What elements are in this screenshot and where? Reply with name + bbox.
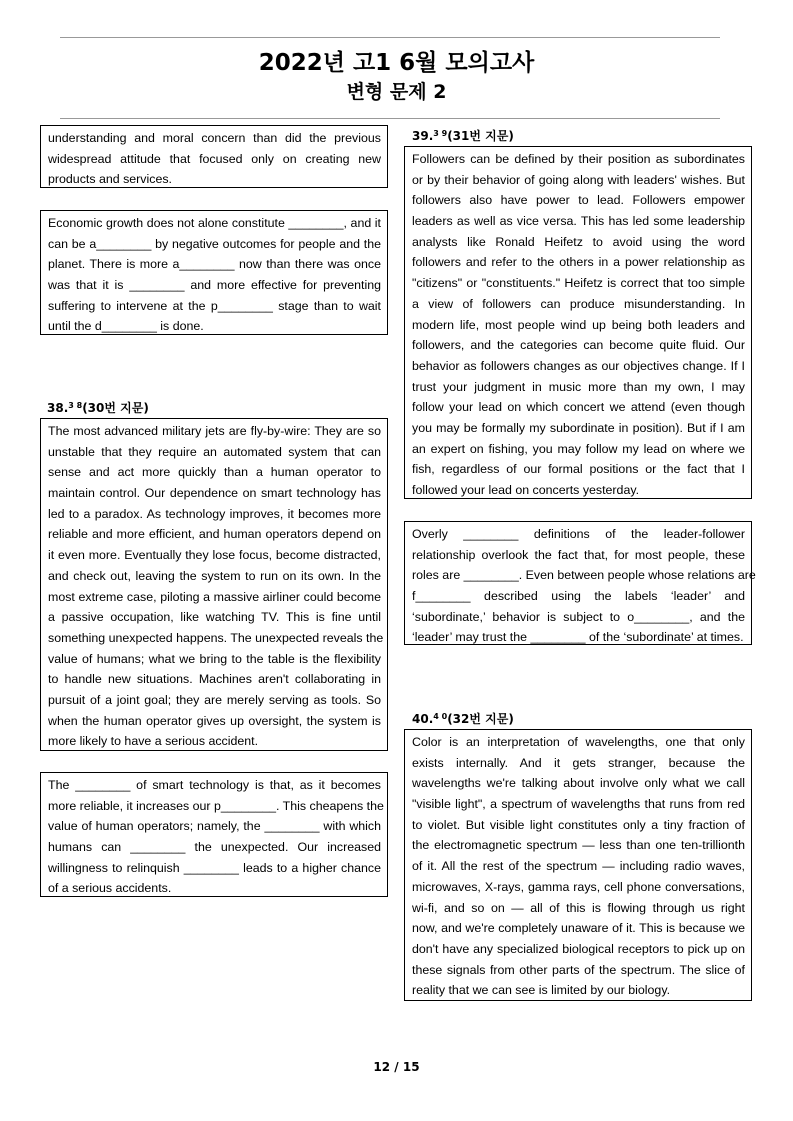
text-line: don't have any specialized biological receptors to pick up on: [412, 941, 745, 956]
text-line: wavelengths we're talking about involve only what we call: [412, 776, 745, 791]
text-line: value of human operators; namely, the ________ with which: [48, 819, 381, 834]
text-line: maintain control. Our dependence on smart technology has: [48, 486, 381, 501]
text-line: something unexpected happens. The unexpected reveals the: [48, 630, 384, 645]
text-line: f________ described using the labels ‘leader’ and: [412, 589, 745, 604]
text-line: trust your judgment in music more than my own, I may: [412, 379, 745, 394]
question-heading-38: [47, 399, 149, 416]
text-line: "visible light", a spectrum of wavelengths that runs from red: [412, 797, 745, 812]
text-line: follow your lead on which concert we attend (even though: [412, 400, 745, 415]
text-line: exists internally. And it gets stranger, because the: [412, 755, 745, 770]
text-line: sense and act more quickly than a human operator to: [48, 465, 381, 480]
text-line: to handle new situations. Machines aren't collaborating in: [48, 672, 381, 687]
text-line: planet. There is more a________ now than there was once: [48, 257, 381, 272]
text-line: to violet. But visible light constitutes only a tiny fraction of: [412, 817, 745, 832]
text-line: Followers can be defined by their position as subordinates: [412, 152, 745, 166]
text-line: pursuit of a joint goal; they are merely serving as tools. So: [48, 692, 381, 707]
text-line: relationship overlook the fact that, for most people, these: [412, 547, 745, 562]
text-line: behavior as followers changes as our objectives change. If I: [412, 358, 745, 373]
text-line: of it. All the rest of the spectrum — including radio waves,: [412, 859, 745, 874]
text-line: reality that we can see is limited by our biology.: [412, 983, 671, 998]
text-line: these signals from other parts of the spectrum. The slice of: [412, 962, 745, 977]
text-line: "citizens" or "constituents." Heifetz is correct that too simple: [412, 276, 745, 291]
summary-box: [40, 772, 388, 897]
text-line: was that it is ________ and more effective for preventing: [48, 278, 381, 293]
text-line: wi-fi, and so on — all of this is flowing through us right: [412, 900, 745, 915]
text-line: and check out, leaving the system to run on its own. In the: [48, 568, 381, 583]
text-line: followed your lead on concerts yesterday.: [412, 483, 640, 497]
question-sup: 3 8: [68, 401, 83, 410]
question-sup: 3 9: [433, 129, 448, 138]
text-line: understanding and moral concern than did the previous: [48, 131, 381, 145]
summary-box: [404, 521, 756, 645]
header-rule: [60, 118, 720, 119]
text-line: can be a________ by negative outcomes for people and the: [48, 236, 381, 251]
text-line: ‘subordinate,’ behavior is subject to o________, and the: [412, 609, 745, 624]
page-title: 2022년 고1 6월 모의고사: [258, 50, 535, 76]
passage-box: [404, 729, 752, 1001]
text-line: you may be formally my subordinate in position). But if I am: [412, 420, 745, 435]
text-line: fish, regardless of our formal positions or the fact that I: [412, 462, 745, 477]
passage-box: [40, 418, 388, 751]
question-heading-39: [412, 127, 514, 144]
question-number: 40.: [412, 712, 434, 726]
text-line: when the human operator gives up oversight, the system is: [48, 713, 381, 728]
summary-box: [40, 210, 388, 335]
text-line: products and services.: [48, 172, 172, 187]
question-ref: (31번 지문): [447, 129, 514, 143]
passage-box: [40, 125, 388, 188]
text-line: led to a paradox. As technology improves, it becomes more: [48, 506, 381, 521]
text-line: analysts like Ronald Heifetz to avoid using the word: [412, 234, 745, 249]
text-line: a view of followers can produce misunderstanding. In: [412, 296, 745, 311]
passage-box: [404, 146, 752, 499]
text-line: suffering to intervene at the p________ stage than to wait: [48, 298, 381, 313]
text-line: until the d________ is done.: [48, 319, 204, 334]
question-heading-40: [412, 710, 514, 727]
text-line: now, and we're completely unaware of it. This is because we: [412, 921, 745, 936]
text-line: reliable and more efficient, and human operators depend on: [48, 527, 381, 542]
question-ref: (32번 지문): [447, 712, 514, 726]
text-line: modern life, most people wind up being both leaders and: [412, 317, 745, 332]
top-rule: [60, 37, 720, 38]
question-number: 39.: [412, 129, 434, 143]
page-subtitle: 변형 문제 2: [346, 81, 447, 103]
text-line: willingness to relinquish ________ leads to a higher chance: [48, 860, 381, 875]
text-line: The most advanced military jets are fly-by-wire: They are so: [48, 424, 381, 438]
text-line: more reliable, it increases our p________. This cheapens the: [48, 798, 384, 813]
text-line: Overly ________ definitions of the leader-follower: [412, 527, 745, 541]
text-line: followers also have power to lead. Followers empower: [412, 193, 745, 208]
text-line: followers and refer to the others in a power relationship as: [412, 255, 745, 270]
text-line: followers, and the categories can become quite fluid. Our: [412, 338, 745, 353]
text-line: leaders as well as vice versa. This has led some leadership: [412, 214, 745, 229]
text-line: widespread attitude that focused only on creating new: [48, 151, 381, 166]
text-line: microwaves, X-rays, gamma rays, cell phone conversations,: [412, 879, 745, 894]
text-line: a passive occupation, like watching TV. This is fine until: [48, 610, 381, 625]
text-line: most extreme case, piloting a massive airliner could become: [48, 589, 381, 604]
text-line: more likely to have a serious accident.: [48, 734, 259, 749]
question-number: 38.: [47, 401, 69, 415]
text-line: Economic growth does not alone constitute ________, and it: [48, 216, 381, 230]
text-line: roles are ________. Even between people whose relations are: [412, 568, 756, 583]
question-sup: 4 0: [433, 712, 448, 721]
text-line: of a serious accidents.: [48, 881, 172, 896]
text-line: humans can ________ the unexpected. Our increased: [48, 840, 381, 855]
text-line: value of humans; what we bring to the table is the flexibility: [48, 651, 381, 666]
text-line: Color is an interpretation of wavelengths, one that only: [412, 735, 745, 749]
text-line: an expert on fishing, you may follow my lead on where we: [412, 441, 745, 456]
question-ref: (30번 지문): [82, 401, 149, 415]
text-line: the electromagnetic spectrum — less than one ten-trillionth: [412, 838, 745, 853]
text-line: it even more. Eventually they lose focus, become distracted,: [48, 548, 381, 563]
text-line: The ________ of smart technology is that, as it becomes: [48, 778, 381, 792]
text-line: ‘leader’ may trust the ________ of the ‘subordinate’ at times.: [412, 630, 744, 645]
text-line: or by their behavior of going along with leaders' wishes. But: [412, 172, 745, 187]
text-line: unstable that they require an automated system that can: [48, 444, 381, 459]
page-number: 12 / 15: [373, 1060, 420, 1074]
